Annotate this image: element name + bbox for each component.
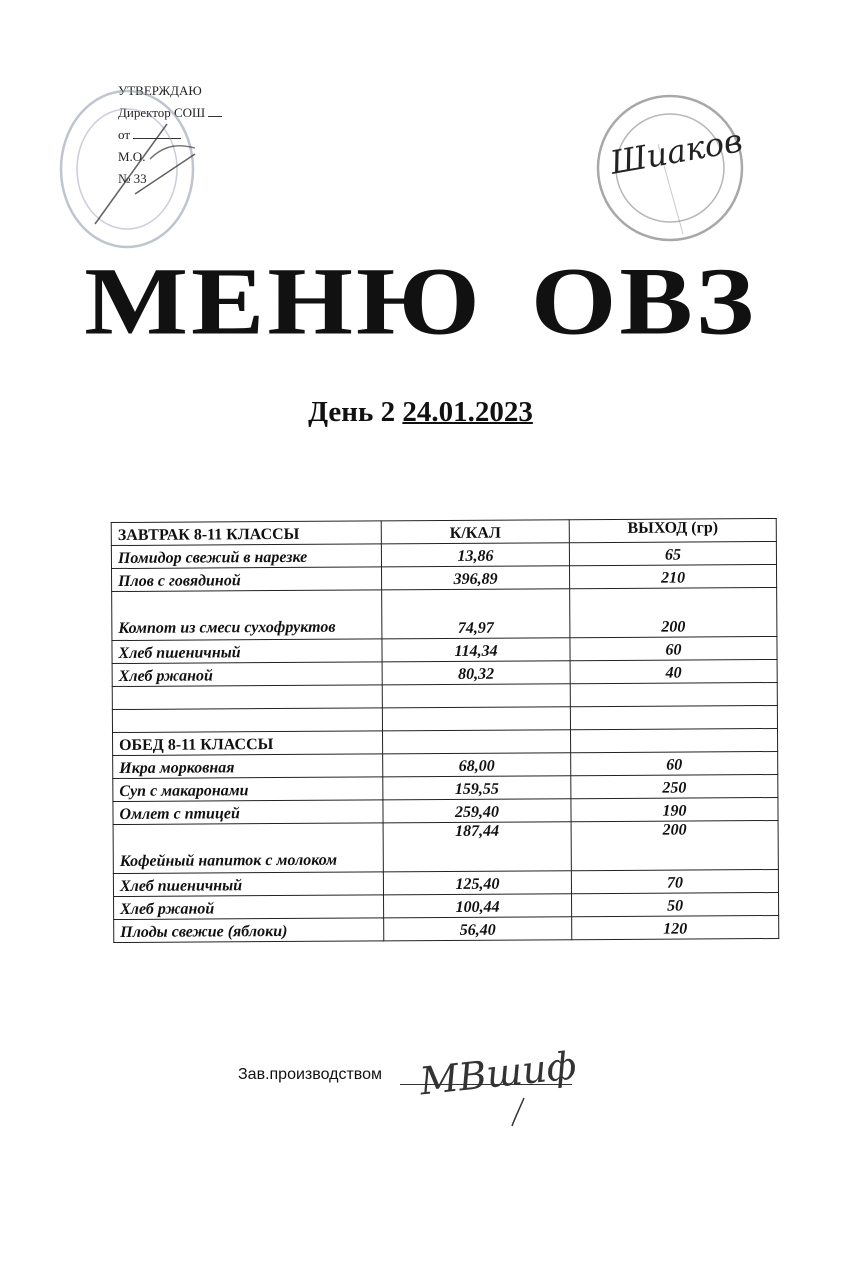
- dish-kcal: 74,97: [382, 589, 570, 639]
- dish-name: Хлеб ржаной: [112, 662, 382, 687]
- dish-name: Хлеб пшеничный: [113, 872, 383, 897]
- table-row: [112, 636, 777, 663]
- table-row: [113, 751, 778, 778]
- approval-director: Директор СОШ: [118, 102, 258, 124]
- dish-name: Помидор свежий в нарезке: [111, 544, 381, 569]
- dish-yield: 65: [569, 541, 776, 565]
- table-row: [114, 915, 779, 942]
- dish-name: Омлет с птицей: [113, 800, 383, 825]
- signature-text: МВшиф: [417, 1043, 579, 1104]
- approval-mo: М.О.: [118, 149, 146, 164]
- dish-yield: 120: [572, 915, 779, 939]
- day-label: День 2: [308, 396, 396, 428]
- table-row: [112, 587, 777, 640]
- dish-kcal: 159,55: [383, 776, 571, 800]
- dish-yield: 60: [570, 636, 777, 660]
- dish-yield: 60: [571, 751, 778, 775]
- stamp-handwriting: Шиаков: [607, 121, 746, 182]
- day-heading: [0, 396, 841, 429]
- dish-kcal: 396,89: [381, 566, 569, 590]
- header-yield: ВЫХОД (гр): [569, 518, 776, 542]
- dish-kcal: 187,44: [383, 822, 571, 872]
- table-row: [113, 797, 778, 824]
- dish-name: Плоды свежие (яблоки): [114, 918, 384, 943]
- dish-name: Икра морковная: [113, 754, 383, 779]
- dish-kcal: 100,44: [384, 894, 572, 918]
- dish-name: Хлеб ржаной: [114, 895, 384, 920]
- dish-yield: 190: [571, 797, 778, 821]
- dish-yield: 200: [571, 820, 778, 870]
- dish-yield: 200: [570, 587, 777, 637]
- header-breakfast: ЗАВТРАК 8-11 КЛАССЫ: [111, 521, 381, 546]
- table-row: [113, 869, 778, 896]
- dish-kcal: 68,00: [383, 753, 571, 777]
- dish-kcal: 80,32: [382, 661, 570, 685]
- dish-yield: 50: [571, 892, 778, 916]
- dish-kcal: 114,34: [382, 638, 570, 662]
- approval-title: УТВЕРЖДАЮ: [118, 83, 202, 98]
- header-lunch: ОБЕД 8-11 КЛАССЫ: [113, 731, 383, 756]
- table-row: [114, 892, 779, 919]
- dish-name: Компот из смеси сухофруктов: [112, 590, 382, 641]
- round-stamp-right: [588, 84, 753, 249]
- dish-kcal: 56,40: [384, 917, 572, 941]
- page-title: [0, 247, 841, 355]
- day-date: 24.01.2023: [402, 396, 533, 428]
- footer-label: Зав.производством: [238, 1066, 382, 1083]
- dish-kcal: 259,40: [383, 799, 571, 823]
- title-word-menu: МЕНЮ: [84, 247, 483, 355]
- round-stamp-left: [55, 84, 205, 254]
- header-kcal: К/КАЛ: [381, 520, 569, 544]
- table-row: [113, 820, 778, 873]
- dish-kcal: 125,40: [383, 871, 571, 895]
- dish-name: Плов с говядиной: [112, 567, 382, 592]
- approval-number: № 33: [118, 171, 147, 186]
- dish-yield: 70: [571, 869, 778, 893]
- dish-name: Суп с макаронами: [113, 777, 383, 802]
- dish-name: Кофейный напиток с молоком: [113, 823, 383, 874]
- menu-table: [111, 518, 780, 943]
- table-row: [113, 774, 778, 801]
- dish-yield: 210: [569, 564, 776, 588]
- dish-yield: 250: [571, 774, 778, 798]
- dish-kcal: 13,86: [381, 543, 569, 567]
- title-word-ovz: ОВЗ: [530, 247, 757, 355]
- dish-yield: 40: [570, 659, 777, 683]
- table-row: [112, 659, 777, 686]
- approval-from: от: [118, 124, 258, 146]
- dish-name: Хлеб пшеничный: [112, 639, 382, 664]
- table-row: [112, 564, 777, 591]
- table-row: [111, 541, 776, 568]
- handwritten-signature: [412, 1028, 592, 1128]
